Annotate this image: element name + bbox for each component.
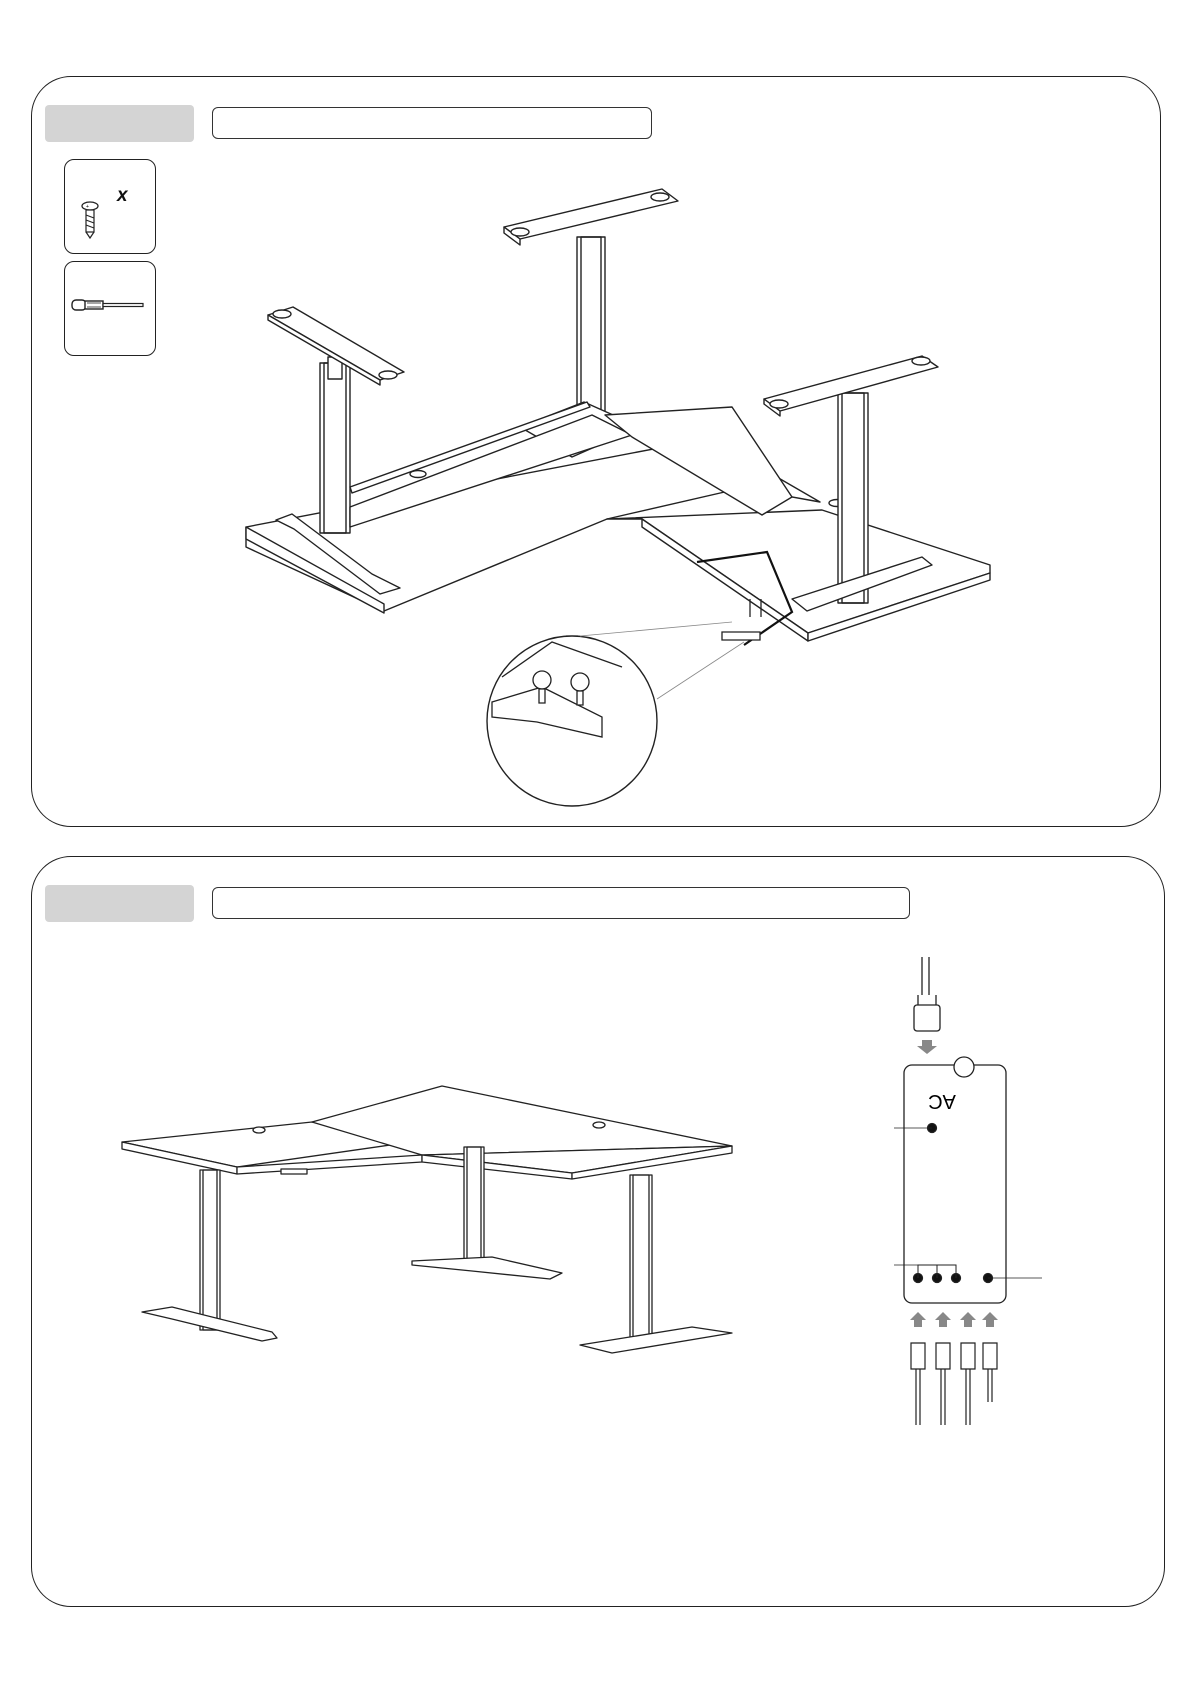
- leg-cable-connector: [961, 1343, 975, 1369]
- step-panel-1: [31, 76, 1161, 827]
- svg-text:+: +: [86, 204, 89, 210]
- leg-cable-connector: [936, 1343, 950, 1369]
- screw-quantity: x: [117, 185, 128, 206]
- control-box-label: AC: [928, 1090, 956, 1112]
- power-plug: [914, 1005, 940, 1031]
- leg-cable-connector: [911, 1343, 925, 1369]
- desktop-right: [607, 510, 990, 633]
- desk-frame-illustration: [32, 77, 1162, 828]
- arrow-up-icon: [910, 1312, 926, 1327]
- arrow-up-icon: [982, 1312, 998, 1327]
- arrow-up-icon: [960, 1312, 976, 1327]
- step-panel-2: [31, 856, 1165, 1607]
- assembled-desk-illustration: [32, 857, 1166, 1608]
- handset-cable-connector: [983, 1343, 997, 1369]
- control-handset: [281, 1169, 307, 1174]
- arrow-down-icon: [917, 1040, 937, 1054]
- arrow-up-icon: [935, 1312, 951, 1327]
- control-handset: [722, 632, 760, 640]
